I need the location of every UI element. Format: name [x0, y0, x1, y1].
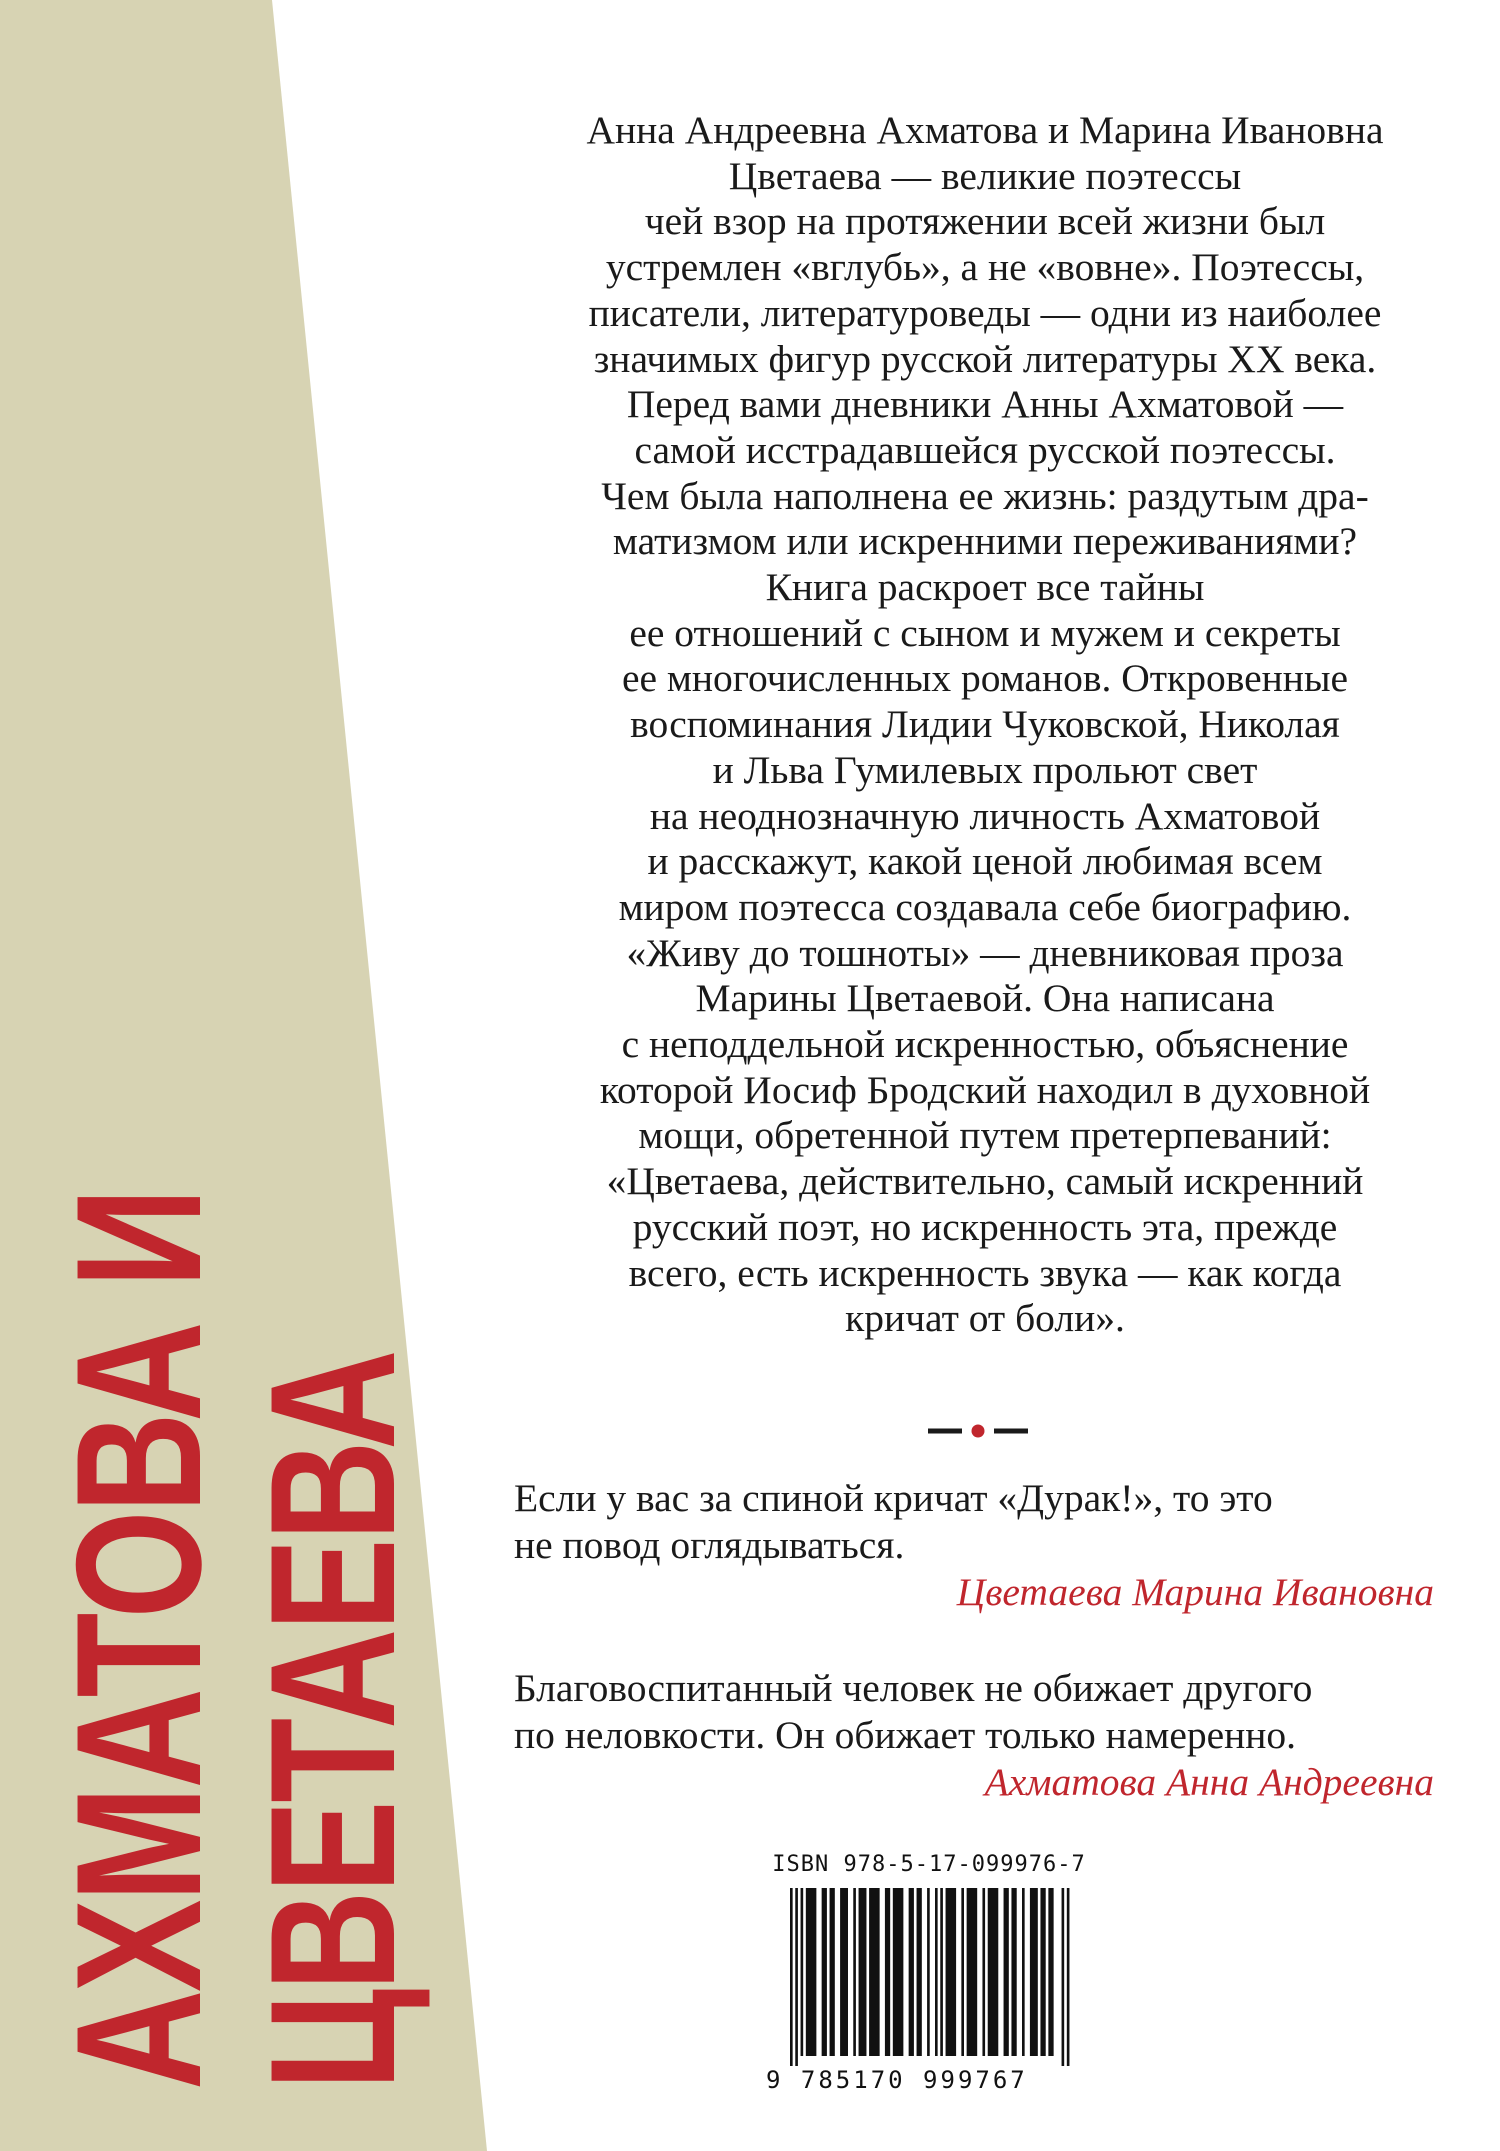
description-line: на неоднозначную личность Ахматовой [649, 793, 1321, 838]
barcode-bar [822, 1888, 827, 2056]
barcode-bar [1048, 1888, 1053, 2056]
barcode-bar [801, 1888, 804, 2056]
description-line: значимых фигур русской литературы XX века. [593, 336, 1377, 381]
barcode-bar [940, 1888, 943, 2056]
barcode-bar [830, 1888, 835, 2056]
barcode-bar [885, 1888, 890, 2056]
description-line: ее отношений с сыном и мужем и секреты [629, 610, 1341, 655]
description-line: воспоминания Лидии Чуковской, Николая [630, 702, 1340, 747]
description-line: Перед вами дневники Анны Ахматовой — [626, 382, 1344, 427]
description-line: ее многочисленных романов. Откровенные [621, 656, 1349, 701]
description-line: и расскажут, какой ценой любимая всем [647, 839, 1323, 884]
quote-akhmatova [514, 1665, 1434, 1806]
description-line: миром поэтесса создавала себе биографию. [618, 884, 1352, 929]
isbn-barcode-block [766, 1852, 1092, 2102]
description-line: мощи, обретенной путем претерпеваний: [638, 1113, 1332, 1158]
description-line: Книга раскроет все тайны [765, 565, 1205, 610]
quote-text-line: Благовоспитанный человек не обижает другого [514, 1666, 1313, 1710]
book-description [505, 108, 1465, 1342]
quote-text-line: по неловкости. Он обижает только намеренно. [514, 1713, 1297, 1757]
barcode-image [790, 1888, 1080, 2066]
barcode-bar [1062, 1888, 1065, 2066]
description-line: Чем была наполнена ее жизнь: раздутым дра- [601, 473, 1369, 518]
barcode-digits: 9 785170 999767 [766, 2066, 1028, 2094]
barcode-bar [840, 1888, 848, 2056]
barcode-bar [946, 1888, 957, 2056]
description-line: самой исстрадавшейся русской поэтессы. [634, 427, 1336, 472]
title-line-2: ЦВЕТАЕВА [233, 1351, 432, 2090]
barcode-bar [967, 1888, 978, 2056]
barcode-bar [1030, 1888, 1038, 2056]
barcode-bar [795, 1888, 798, 2066]
barcode-bar [806, 1888, 817, 2056]
barcode-bar [1011, 1888, 1016, 2056]
description-line: матизмом или искренними переживаниями? [612, 519, 1358, 564]
barcode-bar [909, 1888, 914, 2056]
title-line-1: АХМАТОВА И [39, 1190, 238, 2090]
quote-text-line: Если у вас за спиной кричат «Дурак!», то это [514, 1476, 1273, 1520]
barcode-bar [1067, 1888, 1070, 2066]
barcode-bar [1004, 1888, 1009, 2056]
description-line: с неподдельной искренностью, объяснение [621, 1022, 1349, 1067]
barcode-bar [982, 1888, 985, 2056]
ornament-divider [928, 1421, 1028, 1441]
description-line: и Льва Гумилевых прольют свет [712, 747, 1258, 792]
description-line: которой Иосиф Бродский находил в духовной [599, 1067, 1371, 1112]
description-line: всего, есть искренность звука — как когда [628, 1250, 1342, 1295]
quote-author: Ахматова Анна Андреевна [984, 1760, 1434, 1804]
description-line: Анна Андреевна Ахматова и Марина Ивановна [586, 108, 1384, 152]
description-line: русский поэт, но искренность эта, прежде [632, 1204, 1338, 1249]
barcode-bar [961, 1888, 964, 2056]
barcode-bar [1022, 1888, 1025, 2056]
description-line: Цветаева — великие поэтессы [728, 153, 1242, 198]
barcode-bar [988, 1888, 999, 2056]
description-line: «Цветаева, действительно, самый искренний [606, 1159, 1364, 1204]
description-line: Марины Цветаевой. Она написана [695, 976, 1275, 1021]
description-line: «Живу до тошноты» — дневниковая проза [626, 930, 1344, 975]
description-line: чей взор на протяжении всей жизни был [644, 199, 1326, 244]
quote-author: Цветаева Марина Ивановна [956, 1570, 1434, 1614]
description-line: кричат от боли». [845, 1296, 1125, 1341]
quote-tsvetaeva [514, 1475, 1434, 1616]
isbn-label: ISBN 978-5-17-099976-7 [772, 1852, 1086, 1877]
barcode-bar [927, 1888, 930, 2056]
barcode-bar [869, 1888, 880, 2056]
barcode-bar [893, 1888, 904, 2056]
barcode-bar [935, 1888, 938, 2056]
barcode-bar [853, 1888, 856, 2056]
description-line: писатели, литературоведы — одни из наиболее [588, 290, 1382, 335]
barcode-bar [1040, 1888, 1045, 2056]
barcode-bar [859, 1888, 867, 2056]
barcode-bar [790, 1888, 793, 2066]
description-line: устремлен «вглубь», а не «вовне». Поэтессы, [605, 245, 1365, 290]
vertical-book-title [30, 30, 450, 2090]
quote-text-line: не повод оглядываться. [514, 1523, 905, 1567]
barcode-bar [917, 1888, 922, 2056]
